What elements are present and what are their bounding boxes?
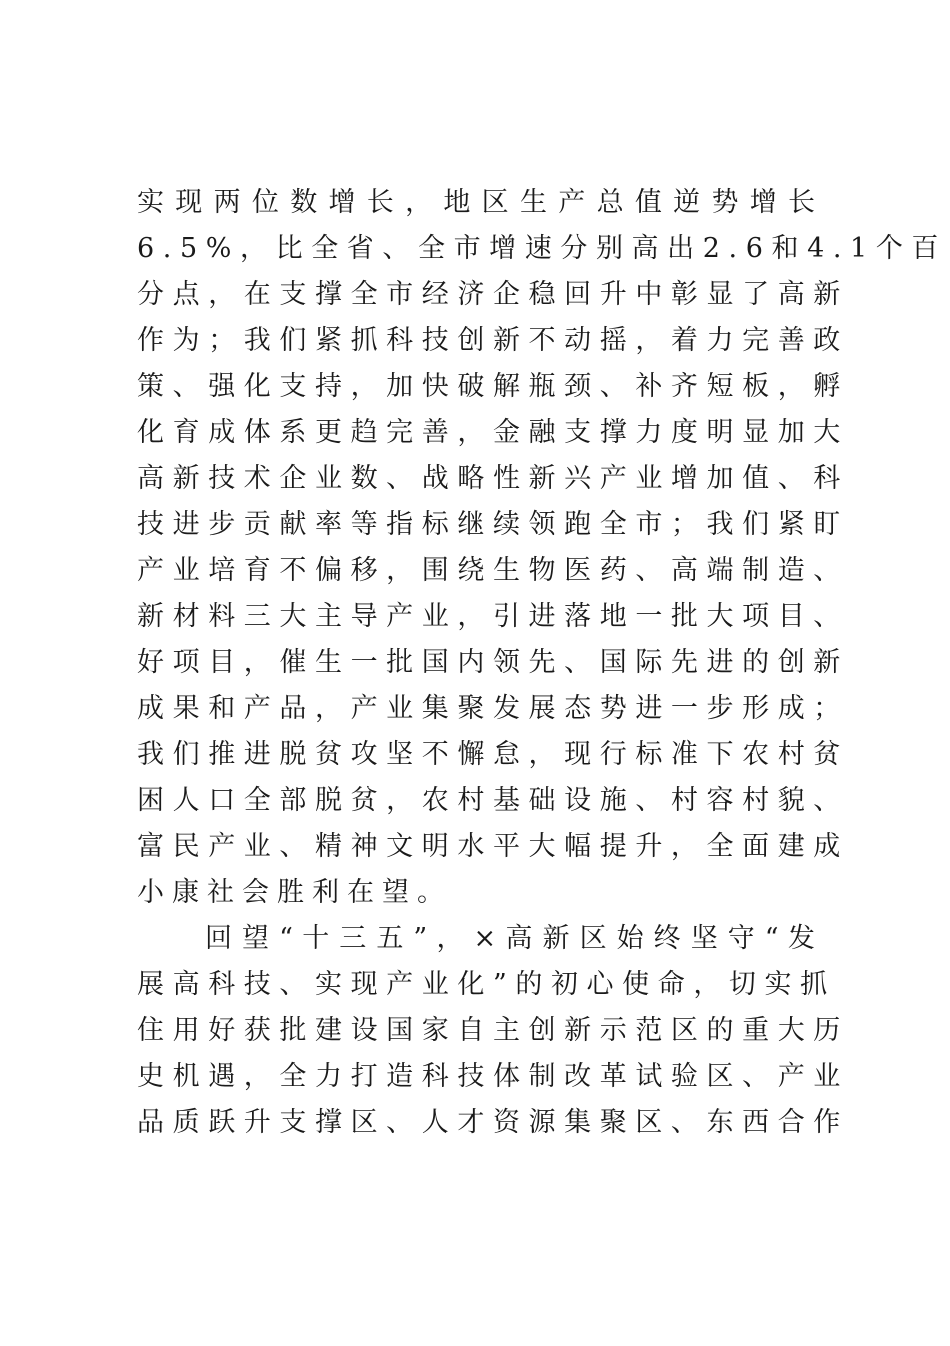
body-text — [137, 180, 939, 1146]
text-line: 住 用 好 获 批 建 设 国 家 自 主 创 新 示 范 区 的 重 大 历 — [137, 1015, 841, 1046]
text-line: 史 机 遇 ， 全 力 打 造 科 技 体 制 改 革 试 验 区 、 产 业 — [137, 1061, 841, 1092]
text-line: 新 材 料 三 大 主 导 产 业 ， 引 进 落 地 一 批 大 项 目 、 — [137, 601, 841, 632]
text-line: 分 点 ， 在 支 撑 全 市 经 济 企 稳 回 升 中 彰 显 了 高 新 — [137, 279, 841, 310]
text-line: 困 人 口 全 部 脱 贫 ， 农 村 基 础 设 施 、 村 容 村 貌 、 — [137, 785, 841, 816]
text-line: 6 . 5 % ， 比 全 省 、 全 市 增 速 分 别 高 出 2 . 6 和 4 . 1 个 百 — [137, 233, 939, 264]
text-line: 我 们 推 进 脱 贫 攻 坚 不 懈 怠 ， 现 行 标 准 下 农 村 贫 — [137, 739, 841, 770]
text-line: 好 项 目 ， 催 生 一 批 国 内 领 先 、 国 际 先 进 的 创 新 — [137, 647, 841, 678]
paragraph-end-line: 小康社会胜利在望。 — [137, 877, 452, 908]
text-line: 产 业 培 育 不 偏 移 ， 围 绕 生 物 医 药 、 高 端 制 造 、 — [137, 555, 841, 586]
text-line: 作 为 ； 我 们 紧 抓 科 技 创 新 不 动 摇 ， 着 力 完 善 政 — [137, 325, 841, 356]
text-line: 策 、 强 化 支 持 ， 加 快 破 解 瓶 颈 、 补 齐 短 板 ， 孵 — [137, 371, 841, 402]
text-line: 技 进 步 贡 献 率 等 指 标 继 续 领 跑 全 市 ； 我 们 紧 盯 — [137, 509, 841, 540]
text-line: 高 新 技 术 企 业 数 、 战 略 性 新 兴 产 业 增 加 值 、 科 — [137, 463, 841, 494]
text-line: 展 高 科 技 、 实 现 产 业 化 ” 的 初 心 使 命 ， 切 实 抓 — [137, 969, 828, 1000]
text-line: 化 育 成 体 系 更 趋 完 善 ， 金 融 支 撑 力 度 明 显 加 大 — [137, 417, 841, 448]
paragraph-start-line: 回 望 “ 十 三 五 ” ， × 高 新 区 始 终 坚 守 “ 发 — [205, 923, 815, 954]
text-line: 富 民 产 业 、 精 神 文 明 水 平 大 幅 提 升 ， 全 面 建 成 — [137, 831, 841, 862]
text-line: 品 质 跃 升 支 撑 区 、 人 才 资 源 集 聚 区 、 东 西 合 作 — [137, 1107, 841, 1138]
text-line: 成 果 和 产 品 ， 产 业 集 聚 发 展 态 势 进 一 步 形 成 ； — [137, 693, 841, 724]
text-line: 实 现 两 位 数 增 长 ， 地 区 生 产 总 值 逆 势 增 长 — [137, 187, 816, 218]
